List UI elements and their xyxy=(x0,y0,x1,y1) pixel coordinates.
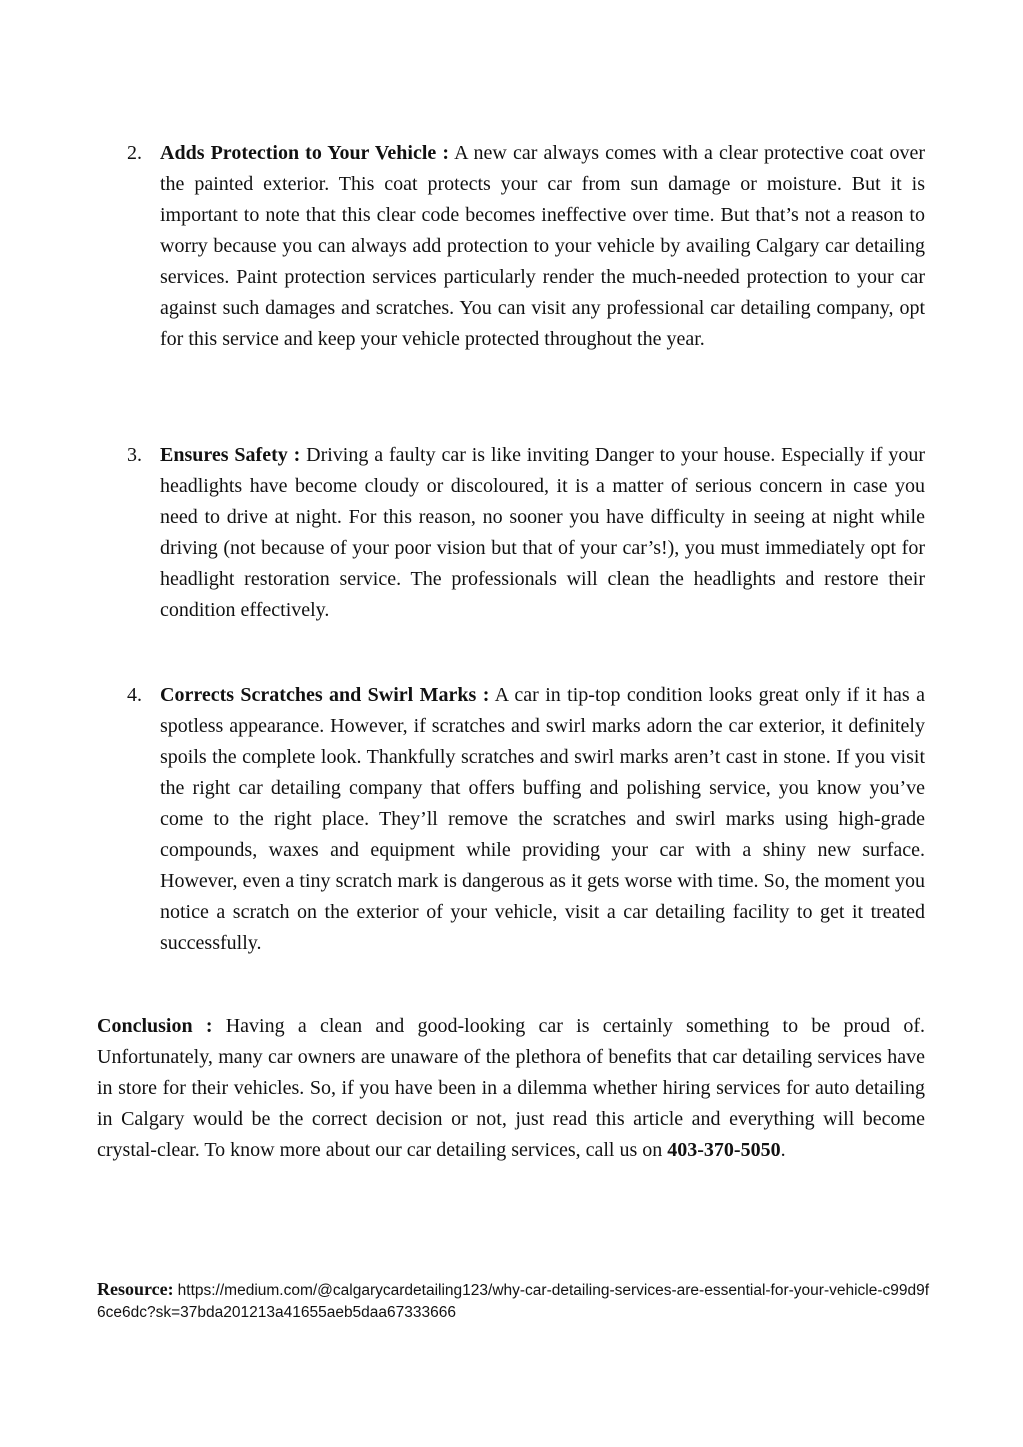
resource-label: Resource: xyxy=(97,1279,174,1299)
resource-line xyxy=(97,1278,937,1324)
conclusion-paragraph xyxy=(97,1011,925,1166)
conclusion-end: . xyxy=(780,1139,786,1161)
list-item-body xyxy=(160,138,925,355)
list-item-protection xyxy=(123,138,925,355)
list-item-body xyxy=(160,680,925,959)
list-item-body xyxy=(160,440,925,626)
conclusion-heading: Conclusion : xyxy=(97,1015,213,1037)
conclusion-text: Having a clean and good-looking car is certainly something to be proud of. Unfortunately, many car owners are unaware of the plethora of benefits that car detailing services have in store for their vehicles. So, if you have been in a dilemma whether hiring services for auto detailing in Calgary would be the correct decision or not, just read this article and everything will become crystal-clear. To know more about our car detailing services, call us on xyxy=(97,1015,926,1161)
phone-number: 403-370-5050 xyxy=(667,1139,781,1161)
list-item-scratches xyxy=(123,680,925,959)
resource-url[interactable]: https://medium.com/@calgarycardetailing123/why-car-detailing-services-are-essential-for-your-vehicle-c99d9f6ce6dc?sk=37bda201213a41655aeb5daa67333666 xyxy=(97,1282,930,1321)
list-item-safety xyxy=(123,440,925,626)
list-item-text: A car in tip-top condition looks great only if it has a spotless appearance. However, if scratches and swirl marks adorn the car exterior, it definitely spoils the complete look. Thankfully scratches and swirl marks aren’t cast in stone. If you visit the right car detailing company that offers buffing and polishing service, you know you’ve come to the right place. They’ll remove the scratches and swirl marks using high-grade compounds, waxes and equipment while providing your car with a shiny new surface. However, even a tiny scratch mark is dangerous as it gets worse with time. So, the moment you notice a scratch on the exterior of your vehicle, visit a car detailing facility to get it treated successfully. xyxy=(160,684,925,954)
list-number: 2. xyxy=(127,142,142,164)
list-item-heading: Ensures Safety : xyxy=(160,444,301,466)
list-number: 4. xyxy=(127,684,142,706)
list-number: 3. xyxy=(127,444,142,466)
list-item-heading: Adds Protection to Your Vehicle : xyxy=(160,142,450,164)
list-item-text: Driving a faulty car is like inviting Danger to your house. Especially if your headlights have become cloudy or discoloured, it is a matter of serious concern in case you need to drive at night. For this reason, no sooner you have difficulty in seeing at night while driving (not because of your poor vision but that of your car’s!), you must immediately opt for headlight restoration service. The professionals will clean the headlights and restore their condition effectively. xyxy=(160,444,925,621)
list-item-text: A new car always comes with a clear protective coat over the painted exterior. This coat protects your car from sun damage or moisture. But it is important to note that this clear code becomes ineffective over time. But that’s not a reason to worry because you can always add protection to your vehicle by availing Calgary car detailing services. Paint protection services particularly render the much-needed protection to your car against such damages and scratches. You can visit any professional car detailing company, opt for this service and keep your vehicle protected throughout the year. xyxy=(160,142,925,350)
list-item-heading: Corrects Scratches and Swirl Marks : xyxy=(160,684,490,706)
